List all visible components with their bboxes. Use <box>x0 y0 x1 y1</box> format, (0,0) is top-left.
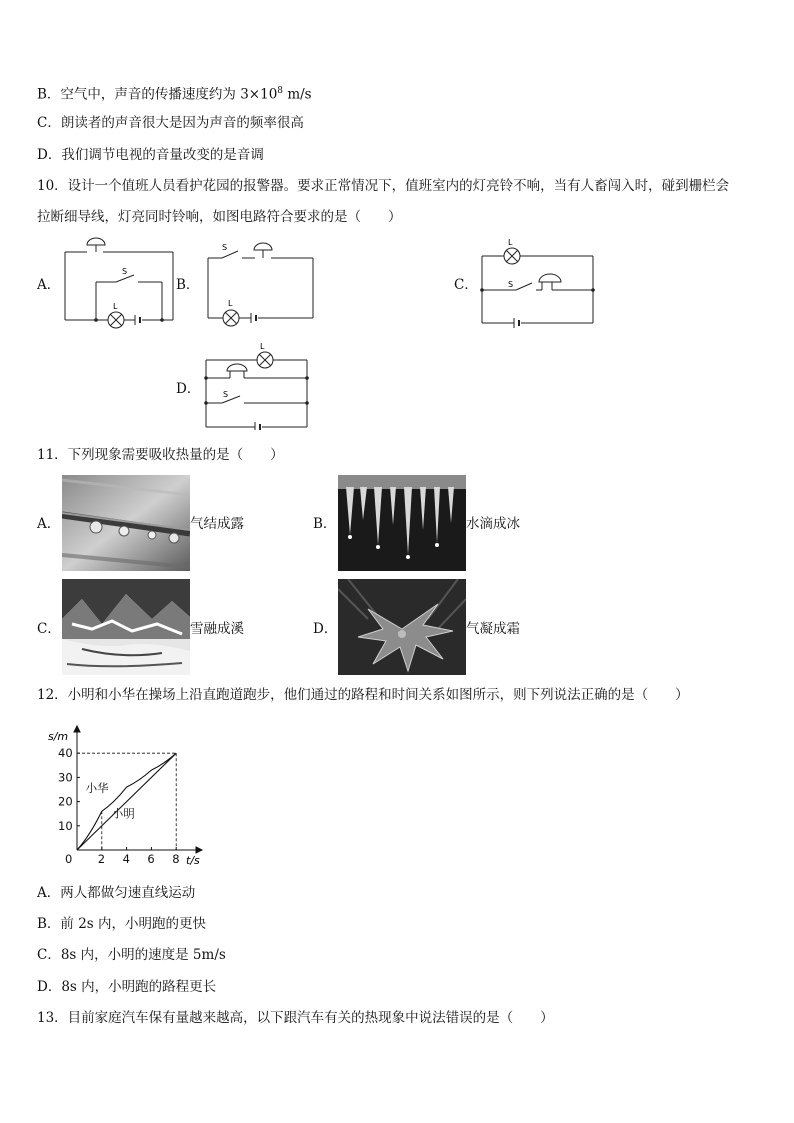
q10-b-switch-label: S <box>222 243 228 252</box>
q12-stem: 12．小明和小华在操场上沿直跑道跑步，他们通过的路程和时间关系如图所示，则下列说法正确的是（ ） <box>37 687 689 703</box>
q10-d-lamp-label: L <box>260 342 265 351</box>
x-axis-arrow <box>196 847 202 853</box>
q10-option-d-label: D． <box>176 381 201 397</box>
q10-d-switch-label: S <box>223 390 229 399</box>
q13-stem: 13．目前家庭汽车保有量越来越高，以下跟汽车有关的热现象中说法错误的是（ ） <box>37 1010 554 1026</box>
q9-option-b-text: B．空气中，声音的传播速度约为 3×10 <box>37 86 278 103</box>
q10-a-switch-label: S <box>122 267 128 276</box>
x-tick-label: 8 <box>172 852 180 866</box>
q10-b-lamp-label: L <box>228 299 233 308</box>
q11-option-c-label: C． <box>37 621 61 637</box>
q10-option-c-label: C． <box>454 277 478 293</box>
q12-option-b: B．前 2s 内，小明跑的更快 <box>37 916 207 932</box>
y-axis-arrow <box>74 726 80 732</box>
q9-option-b <box>37 82 312 104</box>
q11-option-d-label: D． <box>313 621 338 637</box>
q9-option-c: C．朗读者的声音很大是因为声音的频率很高 <box>37 115 304 131</box>
q12-option-c: C．8s 内，小明的速度是 5m/s <box>37 947 226 963</box>
series-label-xiaohua: 小华 <box>85 780 109 795</box>
y-tick-label: 20 <box>58 794 73 809</box>
q11-caption-c: 雪融成溪 <box>190 621 244 637</box>
q11-stem: 11．下列现象需要吸收热量的是（ ） <box>37 447 284 463</box>
q11-caption-a: 气结成露 <box>190 516 244 532</box>
series-label-xiaoming: 小明 <box>111 806 135 821</box>
q11-option-b-label: B． <box>313 516 337 532</box>
q11-photo-snowmelt <box>62 579 190 675</box>
q10-stem-line2: 拉断细导线，灯亮同时铃响，如图电路符合要求的是（ ） <box>37 209 402 225</box>
q10-c-lamp-label: L <box>508 238 513 247</box>
x-axis-label: t/s <box>186 854 200 867</box>
q10-circuit-a <box>58 232 180 332</box>
q12-option-d: D．8s 内，小明跑的路程更长 <box>37 979 217 995</box>
q9-option-d: D．我们调节电视的音量改变的是音调 <box>37 147 264 163</box>
q11-photo-icicles <box>338 475 466 571</box>
q11-caption-b: 水滴成冰 <box>466 516 520 532</box>
q10-c-switch-label: S <box>508 280 514 289</box>
q10-circuit-d <box>200 340 312 430</box>
q10-circuit-b <box>200 236 320 328</box>
y-axis-label: s/m <box>48 730 69 743</box>
q10-stem-line1: 10．设计一个值班人员看护花园的报警器。要求正常情况下，值班室内的灯亮铃不响，当有人畜闯入时，碰到栅栏会 <box>37 178 730 194</box>
y-tick-label: 10 <box>58 818 73 833</box>
q11-caption-d: 气凝成霜 <box>466 621 520 637</box>
q12-option-a: A．两人都做匀速直线运动 <box>37 885 196 901</box>
q12-st-chart <box>40 722 212 870</box>
q10-a-lamp-label: L <box>113 302 118 311</box>
q10-option-a-label: A． <box>37 277 61 293</box>
q9-option-b-unit: m/s <box>283 86 312 103</box>
q9-option-b-exponent: 8 <box>277 86 284 96</box>
y-tick-label: 40 <box>58 746 73 761</box>
x-tick-label: 2 <box>97 852 106 866</box>
x-tick-label: 6 <box>147 852 155 866</box>
q11-photo-frost <box>338 579 466 675</box>
x-tick-label: 0 <box>65 852 73 866</box>
q11-option-a-label: A． <box>37 516 61 532</box>
q10-circuit-c <box>476 234 600 328</box>
q11-photo-dew <box>62 475 190 571</box>
x-tick-label: 4 <box>122 852 130 866</box>
q10-option-b-label: B． <box>176 277 200 293</box>
y-tick-label: 30 <box>58 770 73 785</box>
series-line-1 <box>77 753 176 850</box>
